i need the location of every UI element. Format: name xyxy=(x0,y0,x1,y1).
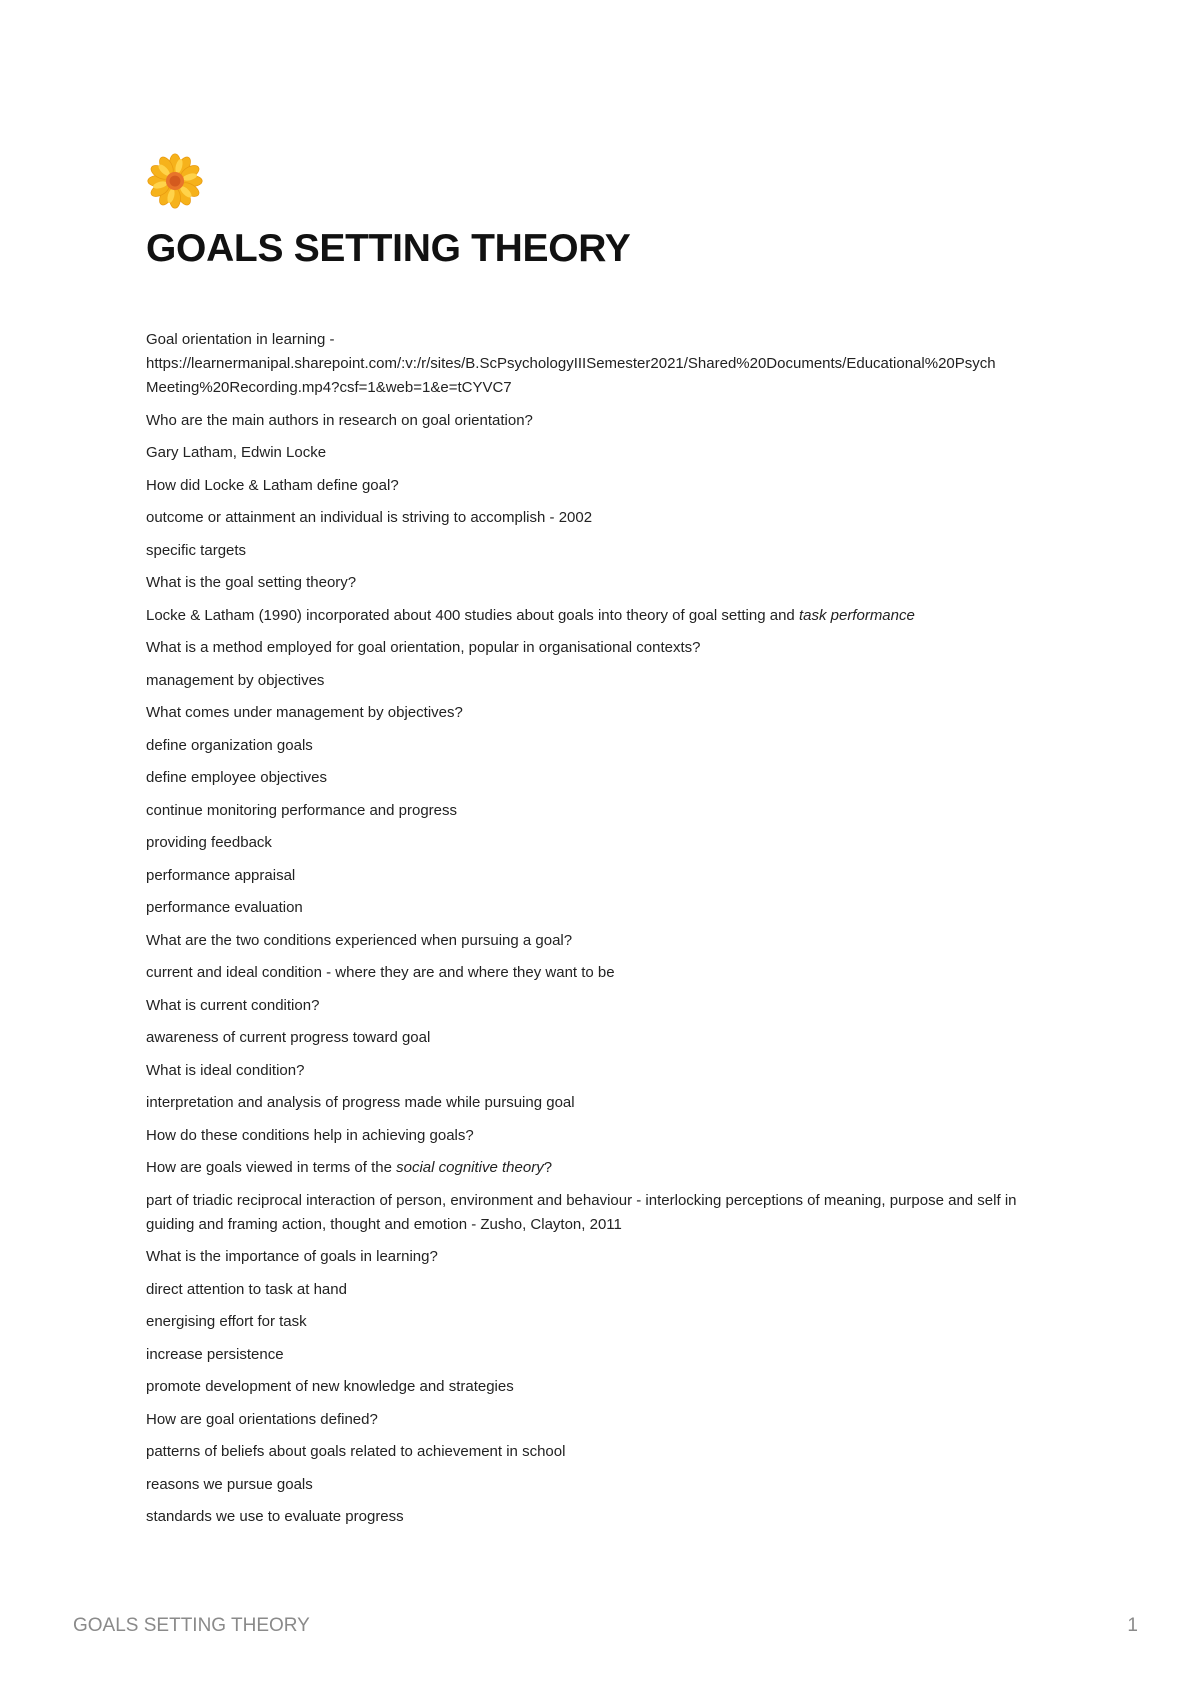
text-line: define employee objectives xyxy=(146,769,327,786)
text-line: How are goal orientations defined? xyxy=(146,1410,378,1428)
text-line: What is a method employed for goal orientation, popular in organisational contexts? xyxy=(146,639,701,656)
locke-latham-italic: task performance xyxy=(798,606,915,624)
text-line: reasons we pursue goals xyxy=(146,1475,313,1493)
text-line: awareness of current progress toward goal xyxy=(146,1029,431,1046)
intro-label: Goal orientation in learning - xyxy=(146,331,335,348)
text-line: outcome or attainment an individual is striving to accomplish - 2002 xyxy=(146,509,593,526)
footer-title: GOALS SETTING THEORY xyxy=(73,1615,310,1636)
sunflower-icon xyxy=(146,152,204,210)
text-line: What are the two conditions experienced when pursuing a goal? xyxy=(146,931,573,949)
document-body xyxy=(146,328,1066,1529)
social-cognitive-text: How are goals viewed in terms of the xyxy=(146,1159,397,1176)
triadic-paragraph: part of triadic reciprocal interaction of person, environment and behaviour - interlocking perceptions of meaning, purpose and self in guiding and framing action, thought and emotion - Zusho, Clayton, 2011 xyxy=(146,1191,1017,1233)
text-line: management by objectives xyxy=(146,671,325,689)
text-line: direct attention to task at hand xyxy=(146,1280,347,1298)
text-line: define organization goals xyxy=(146,736,313,754)
locke-latham-text: Locke & Latham (1990) incorporated about 400 studies about goals into theory of goal setting and xyxy=(146,606,799,624)
text-line: specific targets xyxy=(146,541,247,559)
social-cognitive-italic: social cognitive theory xyxy=(396,1159,544,1176)
text-line: What is the goal setting theory? xyxy=(146,574,357,591)
page-number: 1 xyxy=(1127,1615,1138,1636)
recording-link-continued[interactable]: Meeting%20Recording.mp4?csf=1&web=1&e=tCYVC7 xyxy=(146,379,512,396)
recording-link-block xyxy=(146,328,1066,400)
text-line: Who are the main authors in research on goal orientation? xyxy=(146,411,533,429)
text-line: current and ideal condition - where they are and where they want to be xyxy=(146,964,615,981)
text-line: patterns of beliefs about goals related to achievement in school xyxy=(146,1443,566,1460)
text-line: increase persistence xyxy=(146,1345,284,1363)
text-line: energising effort for task xyxy=(146,1313,307,1330)
text-line: standards we use to evaluate progress xyxy=(146,1508,404,1525)
text-line: What is ideal condition? xyxy=(146,1061,305,1079)
text-line: Gary Latham, Edwin Locke xyxy=(146,444,327,461)
document-content xyxy=(146,152,1066,1529)
text-line: interpretation and analysis of progress made while pursuing goal xyxy=(146,1094,575,1111)
text-line: continue monitoring performance and progress xyxy=(146,801,458,819)
text-line: promote development of new knowledge and strategies xyxy=(146,1378,514,1395)
social-cognitive-suffix: ? xyxy=(543,1159,553,1176)
text-line: performance evaluation xyxy=(146,899,303,916)
text-line: performance appraisal xyxy=(146,866,296,884)
page-title: GOALS SETTING THEORY xyxy=(146,227,631,270)
text-line: What comes under management by objectives? xyxy=(146,704,463,721)
text-line: providing feedback xyxy=(146,834,272,851)
locke-latham-line xyxy=(146,604,1066,628)
text-line: What is current condition? xyxy=(146,996,320,1014)
social-cognitive-line xyxy=(146,1156,1066,1180)
text-line: How did Locke & Latham define goal? xyxy=(146,476,399,494)
text-line: What is the importance of goals in learning? xyxy=(146,1248,438,1265)
recording-link[interactable]: https://learnermanipal.sharepoint.com/:v:/r/sites/B.ScPsychologyIIISemester2021/Shared%20Documents/Educational%20Psych xyxy=(146,355,996,372)
text-line: How do these conditions help in achieving goals? xyxy=(146,1126,474,1144)
